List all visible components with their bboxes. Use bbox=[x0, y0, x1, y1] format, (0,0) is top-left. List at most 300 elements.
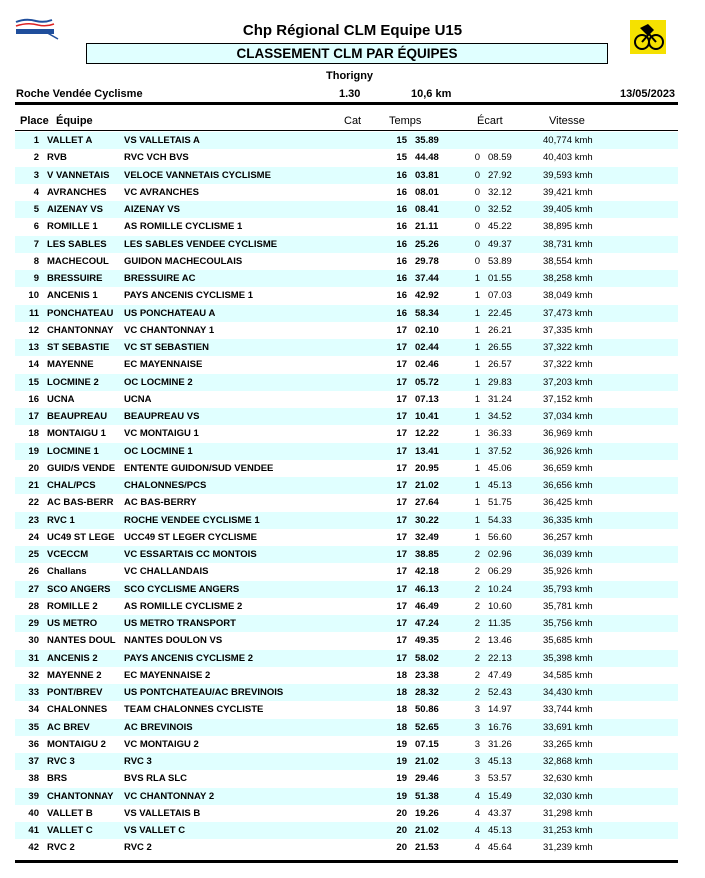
speed-cell: 36,257 kmh bbox=[543, 531, 593, 543]
col-header-time: Temps bbox=[389, 115, 422, 127]
gap-minutes-cell: 1 bbox=[474, 462, 480, 474]
team-name-cell: VC CHANTONNAY 1 bbox=[124, 324, 215, 336]
table-row bbox=[15, 736, 678, 753]
table-row bbox=[15, 374, 678, 391]
table-row bbox=[15, 149, 678, 166]
time-seconds-cell: 30.22 bbox=[415, 514, 439, 526]
team-name-cell: RVC 3 bbox=[124, 756, 152, 767]
gap-seconds-cell: 22.45 bbox=[488, 307, 512, 319]
time-minutes-cell: 16 bbox=[396, 186, 407, 198]
table-row bbox=[15, 494, 678, 511]
team-name-cell: AC BAS-BERRY bbox=[124, 497, 197, 509]
time-minutes-cell: 17 bbox=[396, 652, 407, 664]
results-table bbox=[15, 132, 678, 857]
place-cell: 1 bbox=[33, 135, 39, 146]
speed-cell: 36,926 kmh bbox=[543, 445, 593, 457]
place-cell: 24 bbox=[28, 531, 39, 543]
time-minutes-cell: 17 bbox=[396, 376, 407, 388]
gap-minutes-cell: 3 bbox=[474, 756, 480, 767]
team-code-cell: AVRANCHES bbox=[47, 186, 107, 198]
time-minutes-cell: 20 bbox=[396, 807, 407, 819]
table-row bbox=[15, 322, 678, 339]
time-minutes-cell: 17 bbox=[396, 342, 407, 353]
time-minutes-cell: 20 bbox=[396, 842, 407, 854]
table-row bbox=[15, 477, 678, 494]
place-cell: 40 bbox=[28, 807, 39, 819]
speed-cell: 37,034 kmh bbox=[543, 411, 593, 422]
time-minutes-cell: 16 bbox=[396, 273, 407, 284]
speed-cell: 38,258 kmh bbox=[543, 273, 593, 284]
time-seconds-cell: 50.86 bbox=[415, 704, 439, 716]
time-minutes-cell: 16 bbox=[396, 221, 407, 233]
col-header-gap: Écart bbox=[477, 115, 503, 127]
gap-minutes-cell: 0 bbox=[474, 186, 480, 198]
place-cell: 27 bbox=[28, 583, 39, 595]
time-seconds-cell: 03.81 bbox=[415, 169, 439, 181]
gap-minutes-cell: 2 bbox=[474, 583, 480, 595]
time-seconds-cell: 29.78 bbox=[415, 255, 439, 267]
team-name-cell: SCO CYCLISME ANGERS bbox=[124, 583, 240, 595]
time-seconds-cell: 05.72 bbox=[415, 376, 439, 388]
race-organizer: Roche Vendée Cyclisme bbox=[16, 88, 143, 100]
time-seconds-cell: 02.46 bbox=[415, 359, 439, 371]
time-seconds-cell: 20.95 bbox=[415, 462, 439, 474]
gap-minutes-cell: 3 bbox=[474, 704, 480, 716]
table-row bbox=[15, 512, 678, 529]
place-cell: 42 bbox=[28, 842, 39, 854]
col-header-place: Place bbox=[20, 115, 49, 127]
team-code-cell: GUID/S VENDE bbox=[47, 462, 116, 474]
speed-cell: 34,585 kmh bbox=[543, 669, 593, 681]
place-cell: 11 bbox=[28, 307, 39, 319]
team-name-cell: BVS RLA SLC bbox=[124, 773, 187, 785]
place-cell: 28 bbox=[28, 600, 39, 612]
time-minutes-cell: 17 bbox=[396, 393, 407, 405]
gap-minutes-cell: 1 bbox=[474, 514, 480, 526]
gap-seconds-cell: 54.33 bbox=[488, 514, 512, 526]
speed-cell: 37,203 kmh bbox=[543, 376, 593, 388]
table-row bbox=[15, 460, 678, 477]
place-cell: 31 bbox=[28, 652, 39, 664]
speed-cell: 34,430 kmh bbox=[543, 687, 593, 698]
table-row bbox=[15, 770, 678, 787]
team-name-cell: TEAM CHALONNES CYCLISTE bbox=[124, 704, 264, 716]
gap-minutes-cell: 2 bbox=[474, 600, 480, 612]
gap-seconds-cell: 16.76 bbox=[488, 721, 512, 733]
gap-seconds-cell: 06.29 bbox=[488, 566, 512, 578]
table-row bbox=[15, 356, 678, 373]
gap-seconds-cell: 02.96 bbox=[488, 549, 512, 560]
team-name-cell: EC MAYENNAISE 2 bbox=[124, 669, 211, 681]
time-seconds-cell: 35.89 bbox=[415, 135, 439, 146]
team-code-cell: CHALONNES bbox=[47, 704, 108, 716]
time-seconds-cell: 46.49 bbox=[415, 600, 439, 612]
time-seconds-cell: 21.02 bbox=[415, 480, 439, 491]
col-header-cat: Cat bbox=[344, 115, 362, 127]
team-name-cell: UCC49 ST LEGER CYCLISME bbox=[124, 531, 258, 543]
place-cell: 23 bbox=[28, 514, 39, 526]
place-cell: 29 bbox=[28, 618, 39, 629]
team-code-cell: MACHECOUL bbox=[47, 255, 109, 267]
gap-minutes-cell: 1 bbox=[474, 342, 480, 353]
gap-seconds-cell: 34.52 bbox=[488, 411, 512, 422]
table-row bbox=[15, 443, 678, 460]
team-name-cell: BRESSUIRE AC bbox=[124, 273, 196, 284]
place-cell: 21 bbox=[28, 480, 39, 491]
time-seconds-cell: 08.01 bbox=[415, 186, 439, 198]
time-seconds-cell: 47.24 bbox=[415, 618, 439, 629]
team-name-cell: ENTENTE GUIDON/SUD VENDEE bbox=[124, 462, 274, 474]
col-header-speed: Vitesse bbox=[549, 115, 585, 127]
gap-minutes-cell: 0 bbox=[474, 238, 480, 250]
table-row bbox=[15, 822, 678, 839]
place-cell: 3 bbox=[33, 169, 39, 181]
table-header-divider bbox=[15, 130, 678, 131]
gap-minutes-cell: 2 bbox=[474, 549, 480, 560]
place-cell: 26 bbox=[28, 566, 39, 578]
team-name-cell: PAYS ANCENIS CYCLISME 2 bbox=[124, 652, 253, 664]
team-code-cell: CHAL/PCS bbox=[47, 480, 96, 491]
team-name-cell: VC AVRANCHES bbox=[124, 186, 199, 198]
speed-cell: 36,969 kmh bbox=[543, 428, 593, 440]
time-seconds-cell: 49.35 bbox=[415, 635, 439, 647]
gap-seconds-cell: 43.37 bbox=[488, 807, 512, 819]
gap-seconds-cell: 52.43 bbox=[488, 687, 512, 698]
team-name-cell: VC ST SEBASTIEN bbox=[124, 342, 209, 353]
table-row bbox=[15, 667, 678, 684]
team-name-cell: VS VALLETAIS A bbox=[124, 135, 200, 146]
place-cell: 2 bbox=[33, 152, 39, 164]
speed-cell: 35,756 kmh bbox=[543, 618, 593, 629]
gap-minutes-cell: 2 bbox=[474, 669, 480, 681]
gap-minutes-cell: 2 bbox=[474, 652, 480, 664]
table-row bbox=[15, 598, 678, 615]
time-seconds-cell: 58.02 bbox=[415, 652, 439, 664]
team-name-cell: AC BREVINOIS bbox=[124, 721, 193, 733]
time-seconds-cell: 28.32 bbox=[415, 687, 439, 698]
gap-minutes-cell: 1 bbox=[474, 376, 480, 388]
table-row bbox=[15, 581, 678, 598]
table-row bbox=[15, 632, 678, 649]
table-row bbox=[15, 132, 678, 149]
gap-seconds-cell: 07.03 bbox=[488, 290, 512, 302]
gap-minutes-cell: 1 bbox=[474, 497, 480, 509]
team-name-cell: AS ROMILLE CYCLISME 1 bbox=[124, 221, 243, 233]
table-row bbox=[15, 701, 678, 718]
speed-cell: 37,152 kmh bbox=[543, 393, 593, 405]
gap-seconds-cell: 08.59 bbox=[488, 152, 512, 164]
team-name-cell: US METRO TRANSPORT bbox=[124, 618, 236, 629]
gap-minutes-cell: 4 bbox=[474, 842, 480, 854]
gap-seconds-cell: 13.46 bbox=[488, 635, 512, 647]
team-name-cell: VC CHANTONNAY 2 bbox=[124, 790, 215, 802]
gap-minutes-cell: 1 bbox=[474, 359, 480, 371]
place-cell: 33 bbox=[28, 687, 39, 698]
team-name-cell: AIZENAY VS bbox=[124, 204, 180, 215]
time-seconds-cell: 27.64 bbox=[415, 497, 439, 509]
gap-minutes-cell: 1 bbox=[474, 480, 480, 491]
team-name-cell: RVC VCH BVS bbox=[124, 152, 189, 164]
team-code-cell: ROMILLE 1 bbox=[47, 221, 98, 233]
speed-cell: 37,322 kmh bbox=[543, 359, 593, 371]
speed-cell: 39,405 kmh bbox=[543, 204, 593, 215]
speed-cell: 38,049 kmh bbox=[543, 290, 593, 302]
gap-minutes-cell: 1 bbox=[474, 393, 480, 405]
team-code-cell: PONT/BREV bbox=[47, 687, 103, 698]
speed-cell: 31,298 kmh bbox=[543, 807, 593, 819]
speed-cell: 38,731 kmh bbox=[543, 238, 593, 250]
time-seconds-cell: 07.13 bbox=[415, 393, 439, 405]
time-seconds-cell: 07.15 bbox=[415, 738, 439, 750]
team-name-cell: VS VALLET C bbox=[124, 825, 186, 836]
time-seconds-cell: 32.49 bbox=[415, 531, 439, 543]
team-code-cell: UC49 ST LEGE bbox=[47, 531, 115, 543]
gap-minutes-cell: 1 bbox=[474, 324, 480, 336]
place-cell: 7 bbox=[33, 238, 39, 250]
place-cell: 34 bbox=[28, 704, 39, 716]
time-seconds-cell: 42.92 bbox=[415, 290, 439, 302]
team-name-cell: AS ROMILLE CYCLISME 2 bbox=[124, 600, 243, 612]
time-minutes-cell: 16 bbox=[396, 255, 407, 267]
team-code-cell: MAYENNE 2 bbox=[47, 669, 102, 681]
team-code-cell: VALLET A bbox=[47, 135, 93, 146]
time-minutes-cell: 18 bbox=[396, 669, 407, 681]
gap-seconds-cell: 11.35 bbox=[488, 618, 512, 629]
speed-cell: 39,593 kmh bbox=[543, 169, 593, 181]
team-name-cell: GUIDON MACHECOULAIS bbox=[124, 255, 243, 267]
race-date: 13/05/2023 bbox=[620, 88, 676, 100]
place-cell: 13 bbox=[28, 342, 39, 353]
gap-minutes-cell: 1 bbox=[474, 531, 480, 543]
header-divider bbox=[15, 102, 678, 105]
time-minutes-cell: 15 bbox=[396, 152, 407, 164]
speed-cell: 35,781 kmh bbox=[543, 600, 593, 612]
place-cell: 38 bbox=[28, 773, 39, 785]
gap-minutes-cell: 4 bbox=[474, 807, 480, 819]
time-minutes-cell: 16 bbox=[396, 204, 407, 215]
time-minutes-cell: 17 bbox=[396, 445, 407, 457]
time-seconds-cell: 21.11 bbox=[415, 221, 439, 233]
speed-cell: 36,039 kmh bbox=[543, 549, 593, 560]
place-cell: 10 bbox=[28, 290, 39, 302]
time-minutes-cell: 17 bbox=[396, 583, 407, 595]
gap-minutes-cell: 3 bbox=[474, 738, 480, 750]
gap-seconds-cell: 31.24 bbox=[488, 393, 512, 405]
time-minutes-cell: 17 bbox=[396, 462, 407, 474]
gap-minutes-cell: 0 bbox=[474, 255, 480, 267]
table-row bbox=[15, 270, 678, 287]
team-name-cell: VC MONTAIGU 2 bbox=[124, 738, 199, 750]
team-code-cell: ST SEBASTIE bbox=[47, 342, 110, 353]
gap-minutes-cell: 1 bbox=[474, 411, 480, 422]
gap-minutes-cell: 2 bbox=[474, 687, 480, 698]
race-location: Thorigny bbox=[326, 70, 374, 82]
time-seconds-cell: 02.44 bbox=[415, 342, 439, 353]
team-name-cell: ROCHE VENDEE CYCLISME 1 bbox=[124, 514, 260, 526]
time-minutes-cell: 20 bbox=[396, 825, 407, 836]
team-code-cell: NANTES DOUL bbox=[47, 635, 116, 647]
time-minutes-cell: 17 bbox=[396, 480, 407, 491]
table-row bbox=[15, 546, 678, 563]
gap-minutes-cell: 1 bbox=[474, 307, 480, 319]
table-row bbox=[15, 650, 678, 667]
gap-seconds-cell: 01.55 bbox=[488, 273, 512, 284]
speed-cell: 38,554 kmh bbox=[543, 255, 593, 267]
place-cell: 15 bbox=[28, 376, 39, 388]
time-minutes-cell: 17 bbox=[396, 566, 407, 578]
speed-cell: 35,926 kmh bbox=[543, 566, 593, 578]
time-seconds-cell: 44.48 bbox=[415, 152, 439, 164]
gap-minutes-cell: 2 bbox=[474, 618, 480, 629]
time-minutes-cell: 17 bbox=[396, 411, 407, 422]
place-cell: 16 bbox=[28, 393, 39, 405]
place-cell: 30 bbox=[28, 635, 39, 647]
race-distance: 10,6 km bbox=[411, 88, 452, 100]
speed-cell: 40,774 kmh bbox=[543, 135, 593, 146]
team-code-cell: MONTAIGU 2 bbox=[47, 738, 106, 750]
time-minutes-cell: 17 bbox=[396, 514, 407, 526]
time-seconds-cell: 51.38 bbox=[415, 790, 439, 802]
gap-minutes-cell: 4 bbox=[474, 790, 480, 802]
team-name-cell: US PONTCHATEAU/AC BREVINOIS bbox=[124, 687, 284, 698]
speed-cell: 33,744 kmh bbox=[543, 704, 593, 716]
team-code-cell: MONTAIGU 1 bbox=[47, 428, 106, 440]
team-code-cell: MAYENNE bbox=[47, 359, 94, 371]
team-name-cell: VS VALLETAIS B bbox=[124, 807, 201, 819]
speed-cell: 37,322 kmh bbox=[543, 342, 593, 353]
speed-cell: 33,691 kmh bbox=[543, 721, 593, 733]
table-row bbox=[15, 287, 678, 304]
time-seconds-cell: 23.38 bbox=[415, 669, 439, 681]
table-row bbox=[15, 305, 678, 322]
gap-seconds-cell: 45.64 bbox=[488, 842, 512, 854]
time-minutes-cell: 17 bbox=[396, 618, 407, 629]
footer-divider bbox=[15, 860, 678, 863]
gap-minutes-cell: 4 bbox=[474, 825, 480, 836]
gap-seconds-cell: 49.37 bbox=[488, 238, 512, 250]
team-code-cell: VCECCM bbox=[47, 549, 89, 560]
gap-seconds-cell: 26.57 bbox=[488, 359, 512, 371]
time-minutes-cell: 17 bbox=[396, 531, 407, 543]
gap-seconds-cell: 14.97 bbox=[488, 704, 512, 716]
place-cell: 32 bbox=[28, 669, 39, 681]
gap-seconds-cell: 45.13 bbox=[488, 756, 512, 767]
gap-minutes-cell: 3 bbox=[474, 773, 480, 785]
team-name-cell: PAYS ANCENIS CYCLISME 1 bbox=[124, 290, 253, 302]
place-cell: 22 bbox=[28, 497, 39, 509]
team-code-cell: AIZENAY VS bbox=[47, 204, 103, 215]
team-code-cell: SCO ANGERS bbox=[47, 583, 111, 595]
team-name-cell: VC CHALLANDAIS bbox=[124, 566, 209, 578]
gap-minutes-cell: 1 bbox=[474, 428, 480, 440]
time-seconds-cell: 21.02 bbox=[415, 825, 439, 836]
team-code-cell: Challans bbox=[47, 566, 87, 578]
table-row bbox=[15, 201, 678, 218]
speed-cell: 36,659 kmh bbox=[543, 462, 593, 474]
team-name-cell: OC LOCMINE 1 bbox=[124, 445, 193, 457]
time-minutes-cell: 17 bbox=[396, 324, 407, 336]
place-cell: 6 bbox=[33, 221, 39, 233]
table-row bbox=[15, 805, 678, 822]
table-row bbox=[15, 408, 678, 425]
gap-seconds-cell: 47.49 bbox=[488, 669, 512, 681]
gap-seconds-cell: 26.21 bbox=[488, 324, 512, 336]
time-minutes-cell: 17 bbox=[396, 497, 407, 509]
place-cell: 35 bbox=[28, 721, 39, 733]
time-minutes-cell: 19 bbox=[396, 738, 407, 750]
place-cell: 20 bbox=[28, 462, 39, 474]
gap-minutes-cell: 0 bbox=[474, 221, 480, 233]
team-code-cell: RVC 3 bbox=[47, 756, 75, 767]
table-row bbox=[15, 753, 678, 770]
gap-seconds-cell: 32.12 bbox=[488, 186, 512, 198]
time-minutes-cell: 18 bbox=[396, 687, 407, 698]
team-name-cell: VC MONTAIGU 1 bbox=[124, 428, 199, 440]
team-code-cell: PONCHATEAU bbox=[47, 307, 114, 319]
time-seconds-cell: 19.26 bbox=[415, 807, 439, 819]
gap-minutes-cell: 1 bbox=[474, 273, 480, 284]
time-minutes-cell: 16 bbox=[396, 290, 407, 302]
place-cell: 18 bbox=[28, 428, 39, 440]
place-cell: 25 bbox=[28, 549, 39, 560]
team-name-cell: BEAUPREAU VS bbox=[124, 411, 200, 422]
gap-seconds-cell: 10.60 bbox=[488, 600, 512, 612]
time-minutes-cell: 17 bbox=[396, 359, 407, 371]
team-code-cell: V VANNETAIS bbox=[47, 169, 110, 181]
time-minutes-cell: 17 bbox=[396, 428, 407, 440]
speed-cell: 31,253 kmh bbox=[543, 825, 593, 836]
race-code: 1.30 bbox=[339, 88, 361, 100]
table-row bbox=[15, 684, 678, 701]
speed-cell: 32,868 kmh bbox=[543, 756, 593, 767]
gap-seconds-cell: 56.60 bbox=[488, 531, 512, 543]
team-code-cell: ANCENIS 1 bbox=[47, 290, 98, 302]
team-name-cell: LES SABLES VENDEE CYCLISME bbox=[124, 238, 278, 250]
time-seconds-cell: 10.41 bbox=[415, 411, 439, 422]
team-code-cell: CHANTONNAY bbox=[47, 324, 114, 336]
gap-minutes-cell: 1 bbox=[474, 290, 480, 302]
place-cell: 36 bbox=[28, 738, 39, 750]
time-minutes-cell: 19 bbox=[396, 756, 407, 767]
page-title: Chp Régional CLM Equipe U15 bbox=[242, 22, 463, 39]
team-code-cell: AC BREV bbox=[47, 721, 90, 733]
gap-minutes-cell: 2 bbox=[474, 566, 480, 578]
time-minutes-cell: 17 bbox=[396, 600, 407, 612]
time-minutes-cell: 19 bbox=[396, 790, 407, 802]
gap-minutes-cell: 1 bbox=[474, 445, 480, 457]
time-seconds-cell: 38.85 bbox=[415, 549, 439, 560]
gap-seconds-cell: 27.92 bbox=[488, 169, 512, 181]
place-cell: 12 bbox=[28, 324, 39, 336]
team-code-cell: UCNA bbox=[47, 393, 75, 405]
gap-seconds-cell: 45.13 bbox=[488, 480, 512, 491]
speed-cell: 32,630 kmh bbox=[543, 773, 593, 785]
table-row bbox=[15, 391, 678, 408]
team-code-cell: AC BAS-BERR bbox=[47, 497, 114, 509]
speed-cell: 37,335 kmh bbox=[543, 324, 593, 336]
time-minutes-cell: 17 bbox=[396, 549, 407, 560]
gap-minutes-cell: 0 bbox=[474, 169, 480, 181]
time-seconds-cell: 13.41 bbox=[415, 445, 439, 457]
gap-seconds-cell: 45.22 bbox=[488, 221, 512, 233]
team-code-cell: VALLET C bbox=[47, 825, 93, 836]
place-cell: 5 bbox=[33, 204, 39, 215]
team-name-cell: OC LOCMINE 2 bbox=[124, 376, 193, 388]
team-code-cell: RVC 1 bbox=[47, 514, 75, 526]
time-seconds-cell: 29.46 bbox=[415, 773, 439, 785]
speed-cell: 35,398 kmh bbox=[543, 652, 593, 664]
speed-cell: 36,656 kmh bbox=[543, 480, 593, 491]
